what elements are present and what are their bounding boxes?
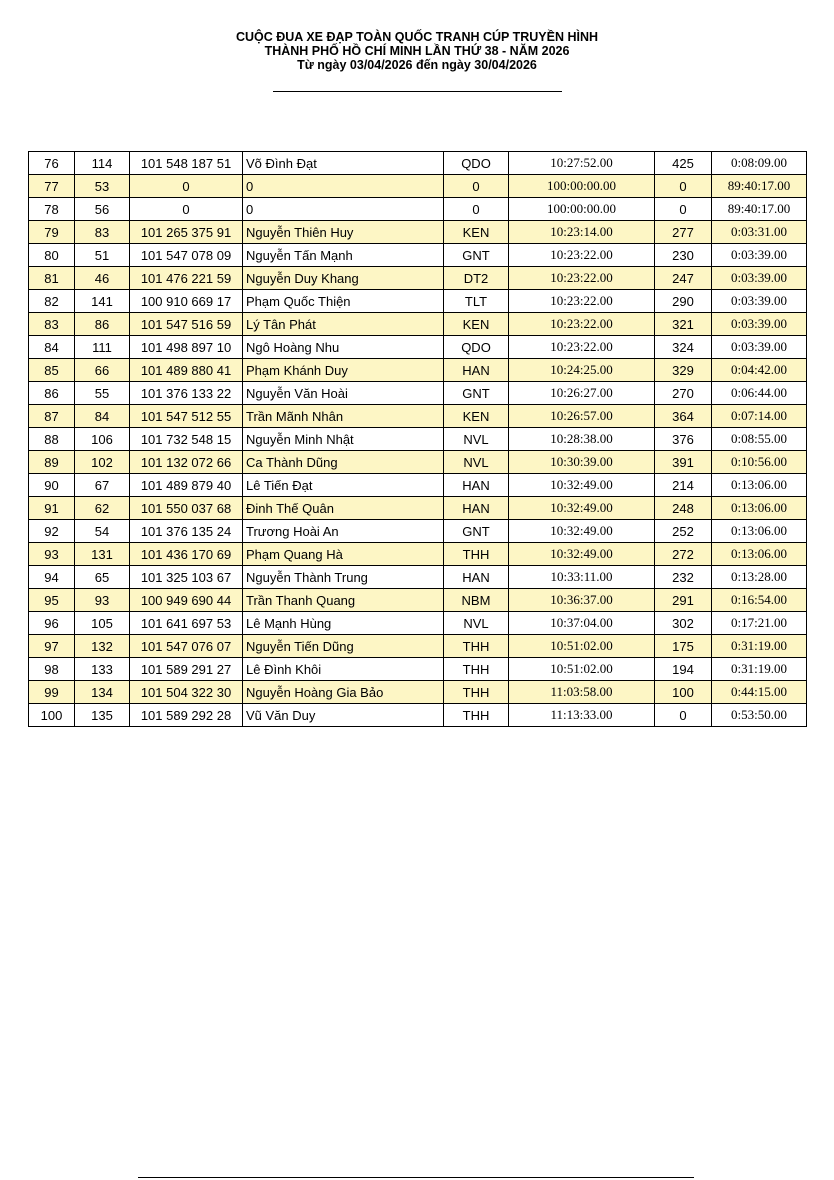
rider-name-cell: Đinh Thế Quân xyxy=(243,497,444,520)
rank-cell: 76 xyxy=(29,152,75,175)
time-gap-cell: 0:17:21.00 xyxy=(712,612,807,635)
uci-id-cell: 101 589 292 28 xyxy=(130,704,243,727)
bib-cell: 106 xyxy=(75,428,130,451)
rank-cell: 82 xyxy=(29,290,75,313)
points-cell: 232 xyxy=(655,566,712,589)
total-time-cell: 10:36:37.00 xyxy=(509,589,655,612)
team-code-cell: DT2 xyxy=(444,267,509,290)
table-row xyxy=(29,612,807,635)
table-row xyxy=(29,336,807,359)
time-gap-cell: 0:44:15.00 xyxy=(712,681,807,704)
uci-id-cell: 0 xyxy=(130,198,243,221)
uci-id-cell: 101 547 076 07 xyxy=(130,635,243,658)
team-code-cell: HAN xyxy=(444,566,509,589)
table-row xyxy=(29,175,807,198)
table-row xyxy=(29,589,807,612)
total-time-cell: 10:23:22.00 xyxy=(509,313,655,336)
table-row xyxy=(29,704,807,727)
rank-cell: 87 xyxy=(29,405,75,428)
uci-id-cell: 101 498 897 10 xyxy=(130,336,243,359)
team-code-cell: KEN xyxy=(444,313,509,336)
uci-id-cell: 101 504 322 30 xyxy=(130,681,243,704)
bib-cell: 114 xyxy=(75,152,130,175)
rank-cell: 80 xyxy=(29,244,75,267)
team-code-cell: THH xyxy=(444,543,509,566)
rank-cell: 86 xyxy=(29,382,75,405)
time-gap-cell: 0:03:39.00 xyxy=(712,267,807,290)
uci-id-cell: 100 949 690 44 xyxy=(130,589,243,612)
total-time-cell: 10:27:52.00 xyxy=(509,152,655,175)
uci-id-cell: 101 548 187 51 xyxy=(130,152,243,175)
bib-cell: 46 xyxy=(75,267,130,290)
points-cell: 324 xyxy=(655,336,712,359)
points-cell: 0 xyxy=(655,198,712,221)
bib-cell: 54 xyxy=(75,520,130,543)
bib-cell: 51 xyxy=(75,244,130,267)
bib-cell: 53 xyxy=(75,175,130,198)
team-code-cell: NBM xyxy=(444,589,509,612)
table-row xyxy=(29,152,807,175)
points-cell: 0 xyxy=(655,175,712,198)
bib-cell: 132 xyxy=(75,635,130,658)
total-time-cell: 10:30:39.00 xyxy=(509,451,655,474)
bib-cell: 67 xyxy=(75,474,130,497)
rider-name-cell: Nguyễn Tiến Dũng xyxy=(243,635,444,658)
header-divider xyxy=(273,91,562,92)
team-code-cell: 0 xyxy=(444,175,509,198)
table-row xyxy=(29,313,807,336)
rider-name-cell: Ngô Hoàng Nhu xyxy=(243,336,444,359)
uci-id-cell: 0 xyxy=(130,175,243,198)
bib-cell: 105 xyxy=(75,612,130,635)
points-cell: 100 xyxy=(655,681,712,704)
rider-name-cell: Lê Mạnh Hùng xyxy=(243,612,444,635)
bib-cell: 134 xyxy=(75,681,130,704)
rider-name-cell: Nguyễn Thành Trung xyxy=(243,566,444,589)
bib-cell: 83 xyxy=(75,221,130,244)
team-code-cell: HAN xyxy=(444,497,509,520)
results-table xyxy=(28,151,807,727)
table-row xyxy=(29,658,807,681)
time-gap-cell: 0:31:19.00 xyxy=(712,635,807,658)
time-gap-cell: 0:10:56.00 xyxy=(712,451,807,474)
time-gap-cell: 0:31:19.00 xyxy=(712,658,807,681)
time-gap-cell: 0:04:42.00 xyxy=(712,359,807,382)
total-time-cell: 10:23:14.00 xyxy=(509,221,655,244)
table-row xyxy=(29,474,807,497)
points-cell: 270 xyxy=(655,382,712,405)
rider-name-cell: Nguyễn Hoàng Gia Bảo xyxy=(243,681,444,704)
total-time-cell: 10:32:49.00 xyxy=(509,520,655,543)
total-time-cell: 10:28:38.00 xyxy=(509,428,655,451)
team-code-cell: HAN xyxy=(444,474,509,497)
uci-id-cell: 101 376 133 22 xyxy=(130,382,243,405)
total-time-cell: 100:00:00.00 xyxy=(509,175,655,198)
header-subtitle: THÀNH PHỐ HỒ CHÍ MINH LẦN THỨ 38 - NĂM 2026 xyxy=(264,44,570,58)
total-time-cell: 11:13:33.00 xyxy=(509,704,655,727)
bib-cell: 65 xyxy=(75,566,130,589)
table-row xyxy=(29,290,807,313)
table-row xyxy=(29,451,807,474)
time-gap-cell: 0:13:06.00 xyxy=(712,520,807,543)
table-row xyxy=(29,497,807,520)
team-code-cell: QDO xyxy=(444,336,509,359)
points-cell: 272 xyxy=(655,543,712,566)
bib-cell: 141 xyxy=(75,290,130,313)
rank-cell: 100 xyxy=(29,704,75,727)
bib-cell: 86 xyxy=(75,313,130,336)
rank-cell: 81 xyxy=(29,267,75,290)
points-cell: 252 xyxy=(655,520,712,543)
total-time-cell: 10:37:04.00 xyxy=(509,612,655,635)
time-gap-cell: 0:03:39.00 xyxy=(712,336,807,359)
header-date-range: Từ ngày 03/04/2026 đến ngày 30/04/2026 xyxy=(297,58,537,72)
rank-cell: 84 xyxy=(29,336,75,359)
uci-id-cell: 101 265 375 91 xyxy=(130,221,243,244)
points-cell: 214 xyxy=(655,474,712,497)
bib-cell: 55 xyxy=(75,382,130,405)
document-header xyxy=(0,30,834,72)
team-code-cell: THH xyxy=(444,704,509,727)
bib-cell: 133 xyxy=(75,658,130,681)
uci-id-cell: 101 550 037 68 xyxy=(130,497,243,520)
rank-cell: 83 xyxy=(29,313,75,336)
rank-cell: 91 xyxy=(29,497,75,520)
total-time-cell: 10:32:49.00 xyxy=(509,497,655,520)
rank-cell: 95 xyxy=(29,589,75,612)
total-time-cell: 10:23:22.00 xyxy=(509,336,655,359)
bib-cell: 111 xyxy=(75,336,130,359)
rank-cell: 96 xyxy=(29,612,75,635)
points-cell: 247 xyxy=(655,267,712,290)
team-code-cell: THH xyxy=(444,681,509,704)
time-gap-cell: 0:13:06.00 xyxy=(712,497,807,520)
table-row xyxy=(29,635,807,658)
uci-id-cell: 101 325 103 67 xyxy=(130,566,243,589)
total-time-cell: 10:26:27.00 xyxy=(509,382,655,405)
rider-name-cell: 0 xyxy=(243,175,444,198)
team-code-cell: KEN xyxy=(444,405,509,428)
total-time-cell: 10:51:02.00 xyxy=(509,658,655,681)
rider-name-cell: Lý Tân Phát xyxy=(243,313,444,336)
table-row xyxy=(29,428,807,451)
total-time-cell: 10:33:11.00 xyxy=(509,566,655,589)
team-code-cell: 0 xyxy=(444,198,509,221)
time-gap-cell: 89:40:17.00 xyxy=(712,198,807,221)
time-gap-cell: 0:53:50.00 xyxy=(712,704,807,727)
table-row xyxy=(29,244,807,267)
time-gap-cell: 0:07:14.00 xyxy=(712,405,807,428)
time-gap-cell: 0:08:09.00 xyxy=(712,152,807,175)
rank-cell: 90 xyxy=(29,474,75,497)
total-time-cell: 10:23:22.00 xyxy=(509,244,655,267)
points-cell: 194 xyxy=(655,658,712,681)
bib-cell: 135 xyxy=(75,704,130,727)
rank-cell: 98 xyxy=(29,658,75,681)
team-code-cell: NVL xyxy=(444,612,509,635)
rider-name-cell: Ca Thành Dũng xyxy=(243,451,444,474)
rider-name-cell: Nguyễn Minh Nhật xyxy=(243,428,444,451)
time-gap-cell: 0:13:06.00 xyxy=(712,543,807,566)
time-gap-cell: 0:03:39.00 xyxy=(712,290,807,313)
rider-name-cell: Nguyễn Duy Khang xyxy=(243,267,444,290)
total-time-cell: 11:03:58.00 xyxy=(509,681,655,704)
uci-id-cell: 101 641 697 53 xyxy=(130,612,243,635)
table-row xyxy=(29,382,807,405)
total-time-cell: 10:32:49.00 xyxy=(509,543,655,566)
rider-name-cell: Nguyễn Tấn Mạnh xyxy=(243,244,444,267)
table-row xyxy=(29,681,807,704)
rank-cell: 89 xyxy=(29,451,75,474)
points-cell: 230 xyxy=(655,244,712,267)
points-cell: 175 xyxy=(655,635,712,658)
points-cell: 290 xyxy=(655,290,712,313)
rank-cell: 97 xyxy=(29,635,75,658)
rider-name-cell: Phạm Khánh Duy xyxy=(243,359,444,382)
points-cell: 277 xyxy=(655,221,712,244)
uci-id-cell: 101 376 135 24 xyxy=(130,520,243,543)
points-cell: 321 xyxy=(655,313,712,336)
points-cell: 391 xyxy=(655,451,712,474)
time-gap-cell: 0:06:44.00 xyxy=(712,382,807,405)
team-code-cell: TLT xyxy=(444,290,509,313)
team-code-cell: HAN xyxy=(444,359,509,382)
team-code-cell: GNT xyxy=(444,520,509,543)
points-cell: 291 xyxy=(655,589,712,612)
table-row xyxy=(29,405,807,428)
rider-name-cell: Trương Hoài An xyxy=(243,520,444,543)
team-code-cell: THH xyxy=(444,635,509,658)
uci-id-cell: 101 436 170 69 xyxy=(130,543,243,566)
rank-cell: 92 xyxy=(29,520,75,543)
team-code-cell: NVL xyxy=(444,451,509,474)
rider-name-cell: 0 xyxy=(243,198,444,221)
total-time-cell: 10:23:22.00 xyxy=(509,290,655,313)
rider-name-cell: Nguyễn Thiên Huy xyxy=(243,221,444,244)
table-row xyxy=(29,221,807,244)
bib-cell: 93 xyxy=(75,589,130,612)
rank-cell: 88 xyxy=(29,428,75,451)
time-gap-cell: 89:40:17.00 xyxy=(712,175,807,198)
rider-name-cell: Vũ Văn Duy xyxy=(243,704,444,727)
rider-name-cell: Lê Tiến Đạt xyxy=(243,474,444,497)
uci-id-cell: 101 589 291 27 xyxy=(130,658,243,681)
rider-name-cell: Phạm Quốc Thiện xyxy=(243,290,444,313)
table-row xyxy=(29,543,807,566)
table-row xyxy=(29,359,807,382)
team-code-cell: THH xyxy=(444,658,509,681)
uci-id-cell: 101 547 516 59 xyxy=(130,313,243,336)
total-time-cell: 10:23:22.00 xyxy=(509,267,655,290)
rank-cell: 78 xyxy=(29,198,75,221)
table-row xyxy=(29,566,807,589)
bib-cell: 56 xyxy=(75,198,130,221)
team-code-cell: NVL xyxy=(444,428,509,451)
total-time-cell: 10:26:57.00 xyxy=(509,405,655,428)
time-gap-cell: 0:08:55.00 xyxy=(712,428,807,451)
rank-cell: 79 xyxy=(29,221,75,244)
bib-cell: 62 xyxy=(75,497,130,520)
points-cell: 0 xyxy=(655,704,712,727)
header-title: CUỘC ĐUA XE ĐẠP TOÀN QUỐC TRANH CÚP TRUYỀN HÌNH xyxy=(235,30,599,44)
rider-name-cell: Nguyễn Văn Hoài xyxy=(243,382,444,405)
time-gap-cell: 0:13:06.00 xyxy=(712,474,807,497)
team-code-cell: KEN xyxy=(444,221,509,244)
points-cell: 329 xyxy=(655,359,712,382)
team-code-cell: GNT xyxy=(444,382,509,405)
rider-name-cell: Trần Mãnh Nhân xyxy=(243,405,444,428)
total-time-cell: 100:00:00.00 xyxy=(509,198,655,221)
rank-cell: 94 xyxy=(29,566,75,589)
total-time-cell: 10:51:02.00 xyxy=(509,635,655,658)
points-cell: 248 xyxy=(655,497,712,520)
bib-cell: 84 xyxy=(75,405,130,428)
time-gap-cell: 0:13:28.00 xyxy=(712,566,807,589)
footer-divider xyxy=(138,1177,694,1178)
bib-cell: 66 xyxy=(75,359,130,382)
points-cell: 376 xyxy=(655,428,712,451)
uci-id-cell: 101 547 512 55 xyxy=(130,405,243,428)
time-gap-cell: 0:03:31.00 xyxy=(712,221,807,244)
total-time-cell: 10:24:25.00 xyxy=(509,359,655,382)
time-gap-cell: 0:03:39.00 xyxy=(712,244,807,267)
uci-id-cell: 101 476 221 59 xyxy=(130,267,243,290)
points-cell: 364 xyxy=(655,405,712,428)
table-row xyxy=(29,520,807,543)
team-code-cell: GNT xyxy=(444,244,509,267)
points-cell: 425 xyxy=(655,152,712,175)
time-gap-cell: 0:03:39.00 xyxy=(712,313,807,336)
rank-cell: 93 xyxy=(29,543,75,566)
rider-name-cell: Trần Thanh Quang xyxy=(243,589,444,612)
team-code-cell: QDO xyxy=(444,152,509,175)
uci-id-cell: 101 732 548 15 xyxy=(130,428,243,451)
rider-name-cell: Võ Đình Đạt xyxy=(243,152,444,175)
uci-id-cell: 101 489 880 41 xyxy=(130,359,243,382)
rank-cell: 99 xyxy=(29,681,75,704)
rank-cell: 77 xyxy=(29,175,75,198)
rider-name-cell: Lê Đình Khôi xyxy=(243,658,444,681)
uci-id-cell: 100 910 669 17 xyxy=(130,290,243,313)
rank-cell: 85 xyxy=(29,359,75,382)
points-cell: 302 xyxy=(655,612,712,635)
bib-cell: 102 xyxy=(75,451,130,474)
results-table-body xyxy=(29,152,807,727)
bib-cell: 131 xyxy=(75,543,130,566)
uci-id-cell: 101 132 072 66 xyxy=(130,451,243,474)
table-row xyxy=(29,267,807,290)
uci-id-cell: 101 547 078 09 xyxy=(130,244,243,267)
table-row xyxy=(29,198,807,221)
time-gap-cell: 0:16:54.00 xyxy=(712,589,807,612)
uci-id-cell: 101 489 879 40 xyxy=(130,474,243,497)
rider-name-cell: Phạm Quang Hà xyxy=(243,543,444,566)
total-time-cell: 10:32:49.00 xyxy=(509,474,655,497)
